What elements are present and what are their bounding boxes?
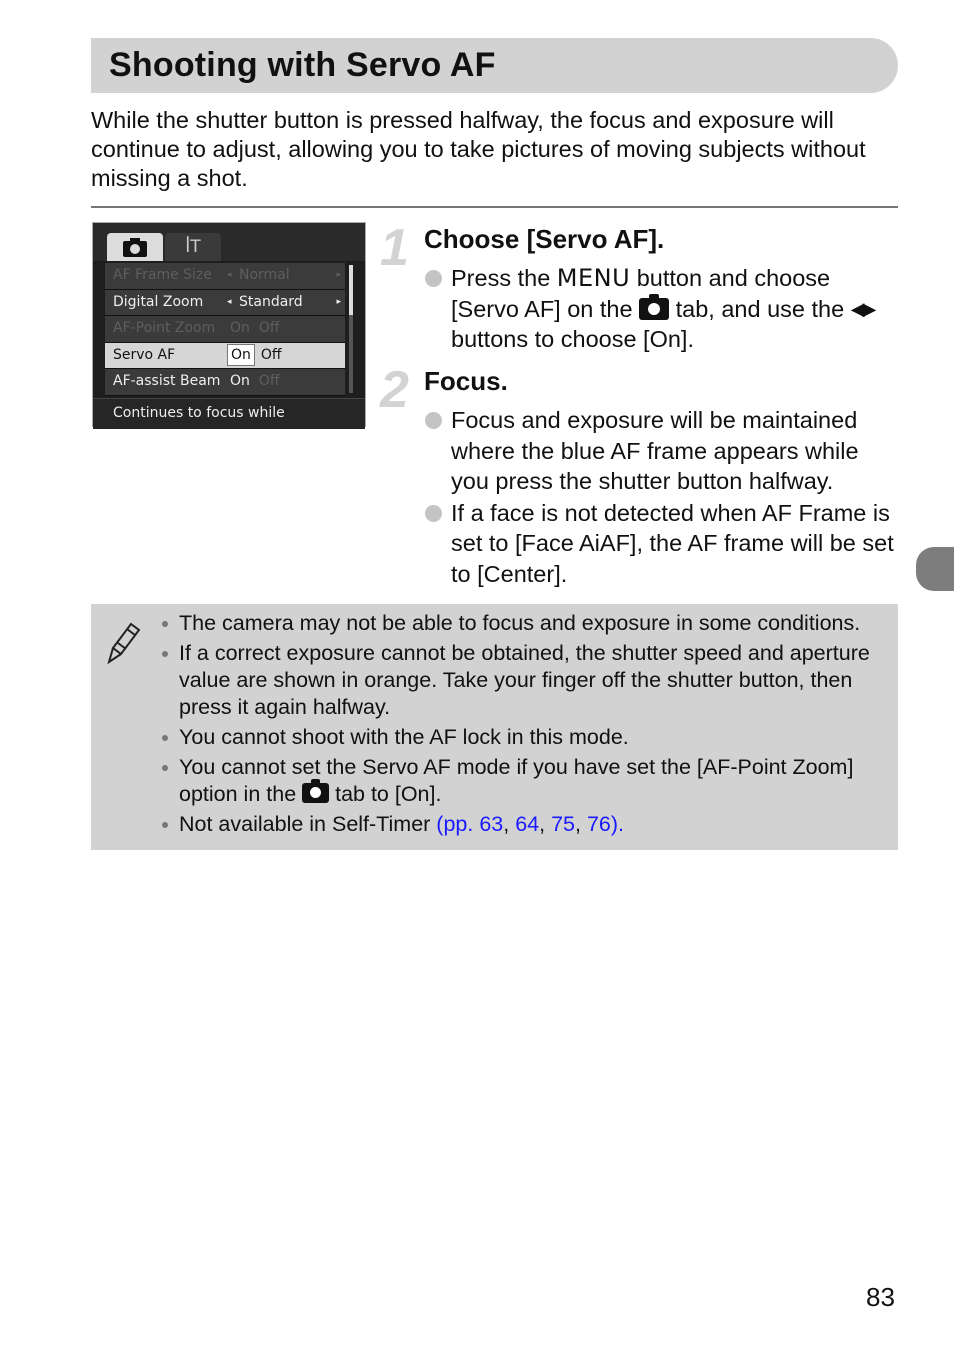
right-arrow-icon: ▸ <box>336 270 341 280</box>
step-heading-1: Choose [Servo AF]. <box>424 224 665 254</box>
left-arrow-icon: ◂ <box>227 296 232 307</box>
page-link-76[interactable]: 76). <box>586 812 624 836</box>
settings-tab <box>165 233 221 261</box>
menu-button-icon: MENU <box>556 264 631 292</box>
step-2-bullet: Focus and exposure will be maintained where the blue AF frame appears while you press the shutter button halfway. <box>424 405 899 497</box>
step-2-bullet: If a face is not detected when AF Frame is set to [Face AiAF], the AF frame will be set to [Center]. <box>424 498 899 590</box>
note-item: If a correct exposure cannot be obtained, the shutter speed and aperture value are shown in orange. Take your finger off the shutter button, then press it again halfway. <box>161 640 891 721</box>
menu-row-value: On Off <box>230 373 280 389</box>
menu-row-label: AF-Point Zoom <box>113 320 216 336</box>
tools-icon: ꟾT <box>185 237 201 257</box>
step-heading-2: Focus. <box>424 366 508 396</box>
title-bar <box>91 38 898 93</box>
menu-row-label: Servo AF <box>113 346 176 363</box>
menu-row-label: AF Frame Size <box>113 267 212 283</box>
camera-menu-rows <box>105 263 345 396</box>
left-right-arrows-icon: ◀▶ <box>850 298 875 319</box>
menu-row-servo-af <box>105 343 345 370</box>
page-link-63[interactable]: (pp. 63 <box>436 812 504 836</box>
menu-row-label: AF-assist Beam <box>113 373 221 389</box>
notes-box <box>91 604 898 850</box>
step-body-2 <box>424 405 899 591</box>
intro-paragraph: While the shutter button is pressed halfway, the focus and exposure will continue to adjust, allowing you to take pictures of moving subjects without missing a shot. <box>91 107 866 191</box>
menu-row-value: On Off <box>230 320 280 336</box>
camera-tab-icon <box>639 298 669 320</box>
note-item: You cannot shoot with the AF lock in this mode. <box>161 724 891 751</box>
camera-tab <box>107 233 163 261</box>
bullet-icon <box>425 412 442 429</box>
menu-hint-text: Continues to focus while <box>113 405 285 421</box>
note-item: The camera may not be able to focus and exposure in some conditions. <box>161 610 891 637</box>
chapter-tab <box>916 547 954 591</box>
pencil-icon <box>105 618 145 666</box>
menu-row-value: Standard <box>239 293 303 310</box>
divider <box>91 206 898 208</box>
right-arrow-icon: ▸ <box>336 296 341 307</box>
menu-row-digital-zoom <box>105 290 345 317</box>
menu-scrollbar-thumb <box>349 265 353 315</box>
menu-row-label: Digital Zoom <box>113 293 204 310</box>
bullet-icon <box>425 270 442 287</box>
step-number-2: 2 <box>380 361 409 419</box>
camera-menu-screenshot <box>92 222 366 427</box>
menu-row-af-frame-size <box>105 263 345 290</box>
menu-row-value: On Off <box>227 343 282 369</box>
left-arrow-icon: ◂ <box>227 270 232 280</box>
page-number: 83 <box>866 1282 895 1312</box>
note-item: You cannot set the Servo AF mode if you have set the [AF-Point Zoom] option in the tab to [On]. <box>161 754 891 808</box>
camera-icon <box>107 233 163 261</box>
menu-row-af-point-zoom <box>105 316 345 343</box>
step-1-bullet: Press the MENU button and choose [Servo AF] on the tab, and use the ◀▶ buttons to choose [On]. <box>424 263 899 355</box>
camera-menu-tabbar <box>93 223 365 261</box>
note-item: Not available in Self-Timer (pp. 63, 64, 75, 76). <box>161 811 891 838</box>
camera-tab-icon <box>302 783 329 803</box>
menu-row-af-assist-beam <box>105 369 345 396</box>
menu-row-value: Normal <box>239 267 290 283</box>
menu-hint-bar <box>93 398 365 429</box>
bullet-icon <box>425 505 442 522</box>
notes-list <box>161 610 891 841</box>
step-number-1: 1 <box>380 219 409 277</box>
page-title: Shooting with Servo AF <box>109 46 496 84</box>
step-body-1 <box>424 263 899 356</box>
page-link-64[interactable]: 64 <box>515 812 540 836</box>
page-link-75[interactable]: 75 <box>551 812 575 836</box>
